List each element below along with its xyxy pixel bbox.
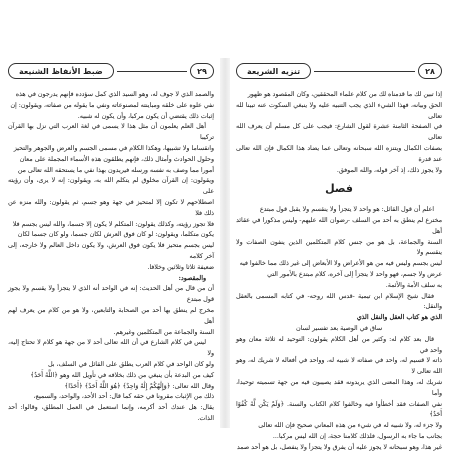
text-line: يكون متكلما، ويقولون: لو كان فوق العرش لكان جسما، ولو كان جسما لكان [17,231,214,239]
text-line: فلا تجوز رؤيته، وكذلك يقولون: المتكلم لا يكون إلا جسما، والله ليس بجسم فلا [12,220,214,228]
quote-line: ساق في الوصية بعد تفسير لسان [296,324,382,332]
text-line: ذلك من الإثبات مقرونا في حقه كما قال: أحد الأحد، والواحد، والسميع، [33,393,214,401]
text-line: ولا يجوز ذلك، إذ آخر قوله، والله الموفق. [336,166,442,174]
text-line: مخرج لم ينطق بها أحد من الصحابة والتابعين، ولا هو من كلام من يعرف لهم أهل [8,306,214,325]
right-page-number: ٢٨ [418,63,442,79]
text-line: وحلول الحوادث وأمثال ذلك، فإنهم يطلقون هذه الأسماء المجملة على معان [19,155,214,163]
text-line: أن من قال من أهل الحديث: إنه في الواحد أنه الذي لا يتجزأ ولا يقسم ولا يجوز قول مبتدع [8,285,214,304]
text-line: فقال شيخ الإسلام ابن تيمية -قدس الله روحه- في كتابه المسمى بالعقل والنقل: [236,292,442,311]
text-line: إثبات ذلك يقتضي أن يكون مركبا، وأن يكون له شبيه. [77,112,214,120]
text-line: بجانب ما جاء به الرسول، فلذلك كلامنا حجة، إن الله ليس مركبا... [272,432,442,440]
text-line: إذا تبين لك ما قدمناه لك من كلام علماء المحققين، وكان المقصود هو ظهور [247,91,442,98]
text-line: يقال: هل عندك أحد أكرمه، وإنما استعمل في العمل المطلق، وقالوا: أحد الذات. [8,404,214,422]
text-line: ولا جزء له، ولا شبيه له في شيء من هذه المعاني صحيح فإن الله تعالى [258,422,442,430]
text-line: الذي هو كتاب العقل والنقل الذي [356,314,442,322]
text-line: ولو كان الواحد في كلام العرب يطلق على القائل في السلف، بل [48,360,214,368]
book-gutter [220,58,230,428]
right-running-title: تنزيه الشريعة [236,63,311,79]
text-line: به سلف الأمة والأئمة. [385,281,442,289]
text-line: بصفات الكمال ويتنزه الله سبحانه وتعالى عما يضاد هذا الكمال فإن الله تعالى عند قدرة [236,144,442,163]
right-page-header [236,62,442,80]
text-line: أمورا مما وصف به نفسه ورسله فيريدون بهذا نفي ما يستحقه الله تعالى من [17,166,214,174]
text-line: قال بعد كلام له: وكثير من أهل الكلام يقولون: التوحيد له ثلاثة معان وهو واحد في [236,335,442,354]
text-line: اعلم أن قول القائل: هو واحد لا يتجزأ ولا ينقسم ولا يقبل قول مبتدع [259,206,434,214]
text-line: ليس بجسم متحيز فلا يكون فوق العرش، ولا يكون داخل العالم ولا خارجه، إلى آخر كلامه [8,242,214,260]
right-page-body [236,90,442,454]
text-line: أهل العلم يعلمون أن مثل هذا لا يسمى في لغة العرب التي نزل بها القرآن تركيبا [8,123,214,142]
left-page [8,62,214,426]
left-page-body [8,90,214,425]
left-page-header [8,62,214,80]
header-rule [117,71,187,72]
text-line: السنة والجماعة من المتكلمين وغيرهم. [113,328,214,336]
text-line: السنة والجماعة، بل هو من جنس كلام المتكلمين الذين ينفون الصفات ولا ينقسم ولا [236,238,442,257]
text-line: وانقساما ولا تشبيها، وهكذا الكلام في مسمى الجسم والعرض والجوهر والتحيز [13,144,214,152]
text-line: ضعيفة ثلاثا وثلاثين وخلافا. [147,263,214,271]
text-line: عرض ولا جسم، فهو واحد لا يتجزأ إلى آخره، كلام مبتدع بالأمور التي [267,270,442,278]
right-page [236,62,442,451]
text-line: نفي الصفات فقد أخطأوا فيه وخالفوا كلام الكتاب والسنة. ﴿وَلَمْ يَكُن لَّهُ كُفُوًا أَحَدٌ﴾ [236,400,442,419]
text-line: ليس بجسم وليس فيه من هو الأعراض ولا الأبعاض إلى غير ذلك مما خالفوا فيه [239,260,442,268]
text-line: مخترع لم ينطق به أحد من السلف -رضوان الله عليهم- وليس مذكورا في عقائد أهل [236,216,442,235]
text-line: الحق وبيانه، فهذا الشيء الذي يجب التنبيه عليه ولا ينبغي السكوت عنه تبينا لله تعالى [236,101,442,120]
text-line: غير هذا، وهو سبحانه لا يجوز عليه أن يفرق ولا يتجزأ ولا ينفصل، بل هو أحد صمد [236,443,442,451]
text-line: شريك له، وهذا المعنى الذي يريدونه فقد يصيبون فيه من جهة تسميته توحيدا، وأما [236,378,442,397]
left-running-title: ضبط الأنفاظ الشنيعة [8,63,114,79]
text-line: كيف من البدعة بأن ينبغي من ذلك بخلافه في تأويل الله وهو ﴿اللَّهُ أَحَدٌ﴾ [30,371,214,379]
text-line: في الصفحة الثامنة عشرة لقول الشارع: فيجب على كل مسلم أن يعرف الله تعالى [236,123,442,142]
text-line: ليس في كلام الشارع في أن الله تعالى أحد لا من جهة هو كلام لا تحتاج إليه، ولا [8,339,214,358]
text-line: نفي علوه على خلقه ومباينته لمصنوعاته ونفي ما يقوله من صفاته، ويقولون: إن [10,101,214,109]
text-line: ويقولون: إن القرآن مخلوق لم يتكلم الله به، ويقولون: إنه لا يرى، وأن رؤيته على [8,177,214,196]
subheading: والمقصود: [178,274,206,282]
text-line: والصمد الذي لا جوف له، وهو السيد الذي كمل سؤدده فإنهم يدرجون في هذه [15,91,214,98]
text-line: ذاته لا قسيم له، واحد في صفاته لا شبيه له، وواحد في أفعاله لا شريك له، وهو الله تعالى لا [236,357,442,376]
text-line: وقال الله تعالى: ﴿وَإِلَٰهُكُمْ إِلَٰهٌ وَاحِدٌ﴾ ﴿هُوَ اللَّهُ أَحَدٌ﴾ ﴿أَحَدًا﴾ [64,382,214,390]
left-page-number: ٢٩ [190,63,214,79]
header-rule [314,71,415,72]
text-line: اصطلاحهم لا تكون إلا لمتحيز في جهة وهو جسم، ثم يقولون: والله منزه عن ذلك فلا [8,198,214,217]
section-heading: فصل [325,182,353,196]
